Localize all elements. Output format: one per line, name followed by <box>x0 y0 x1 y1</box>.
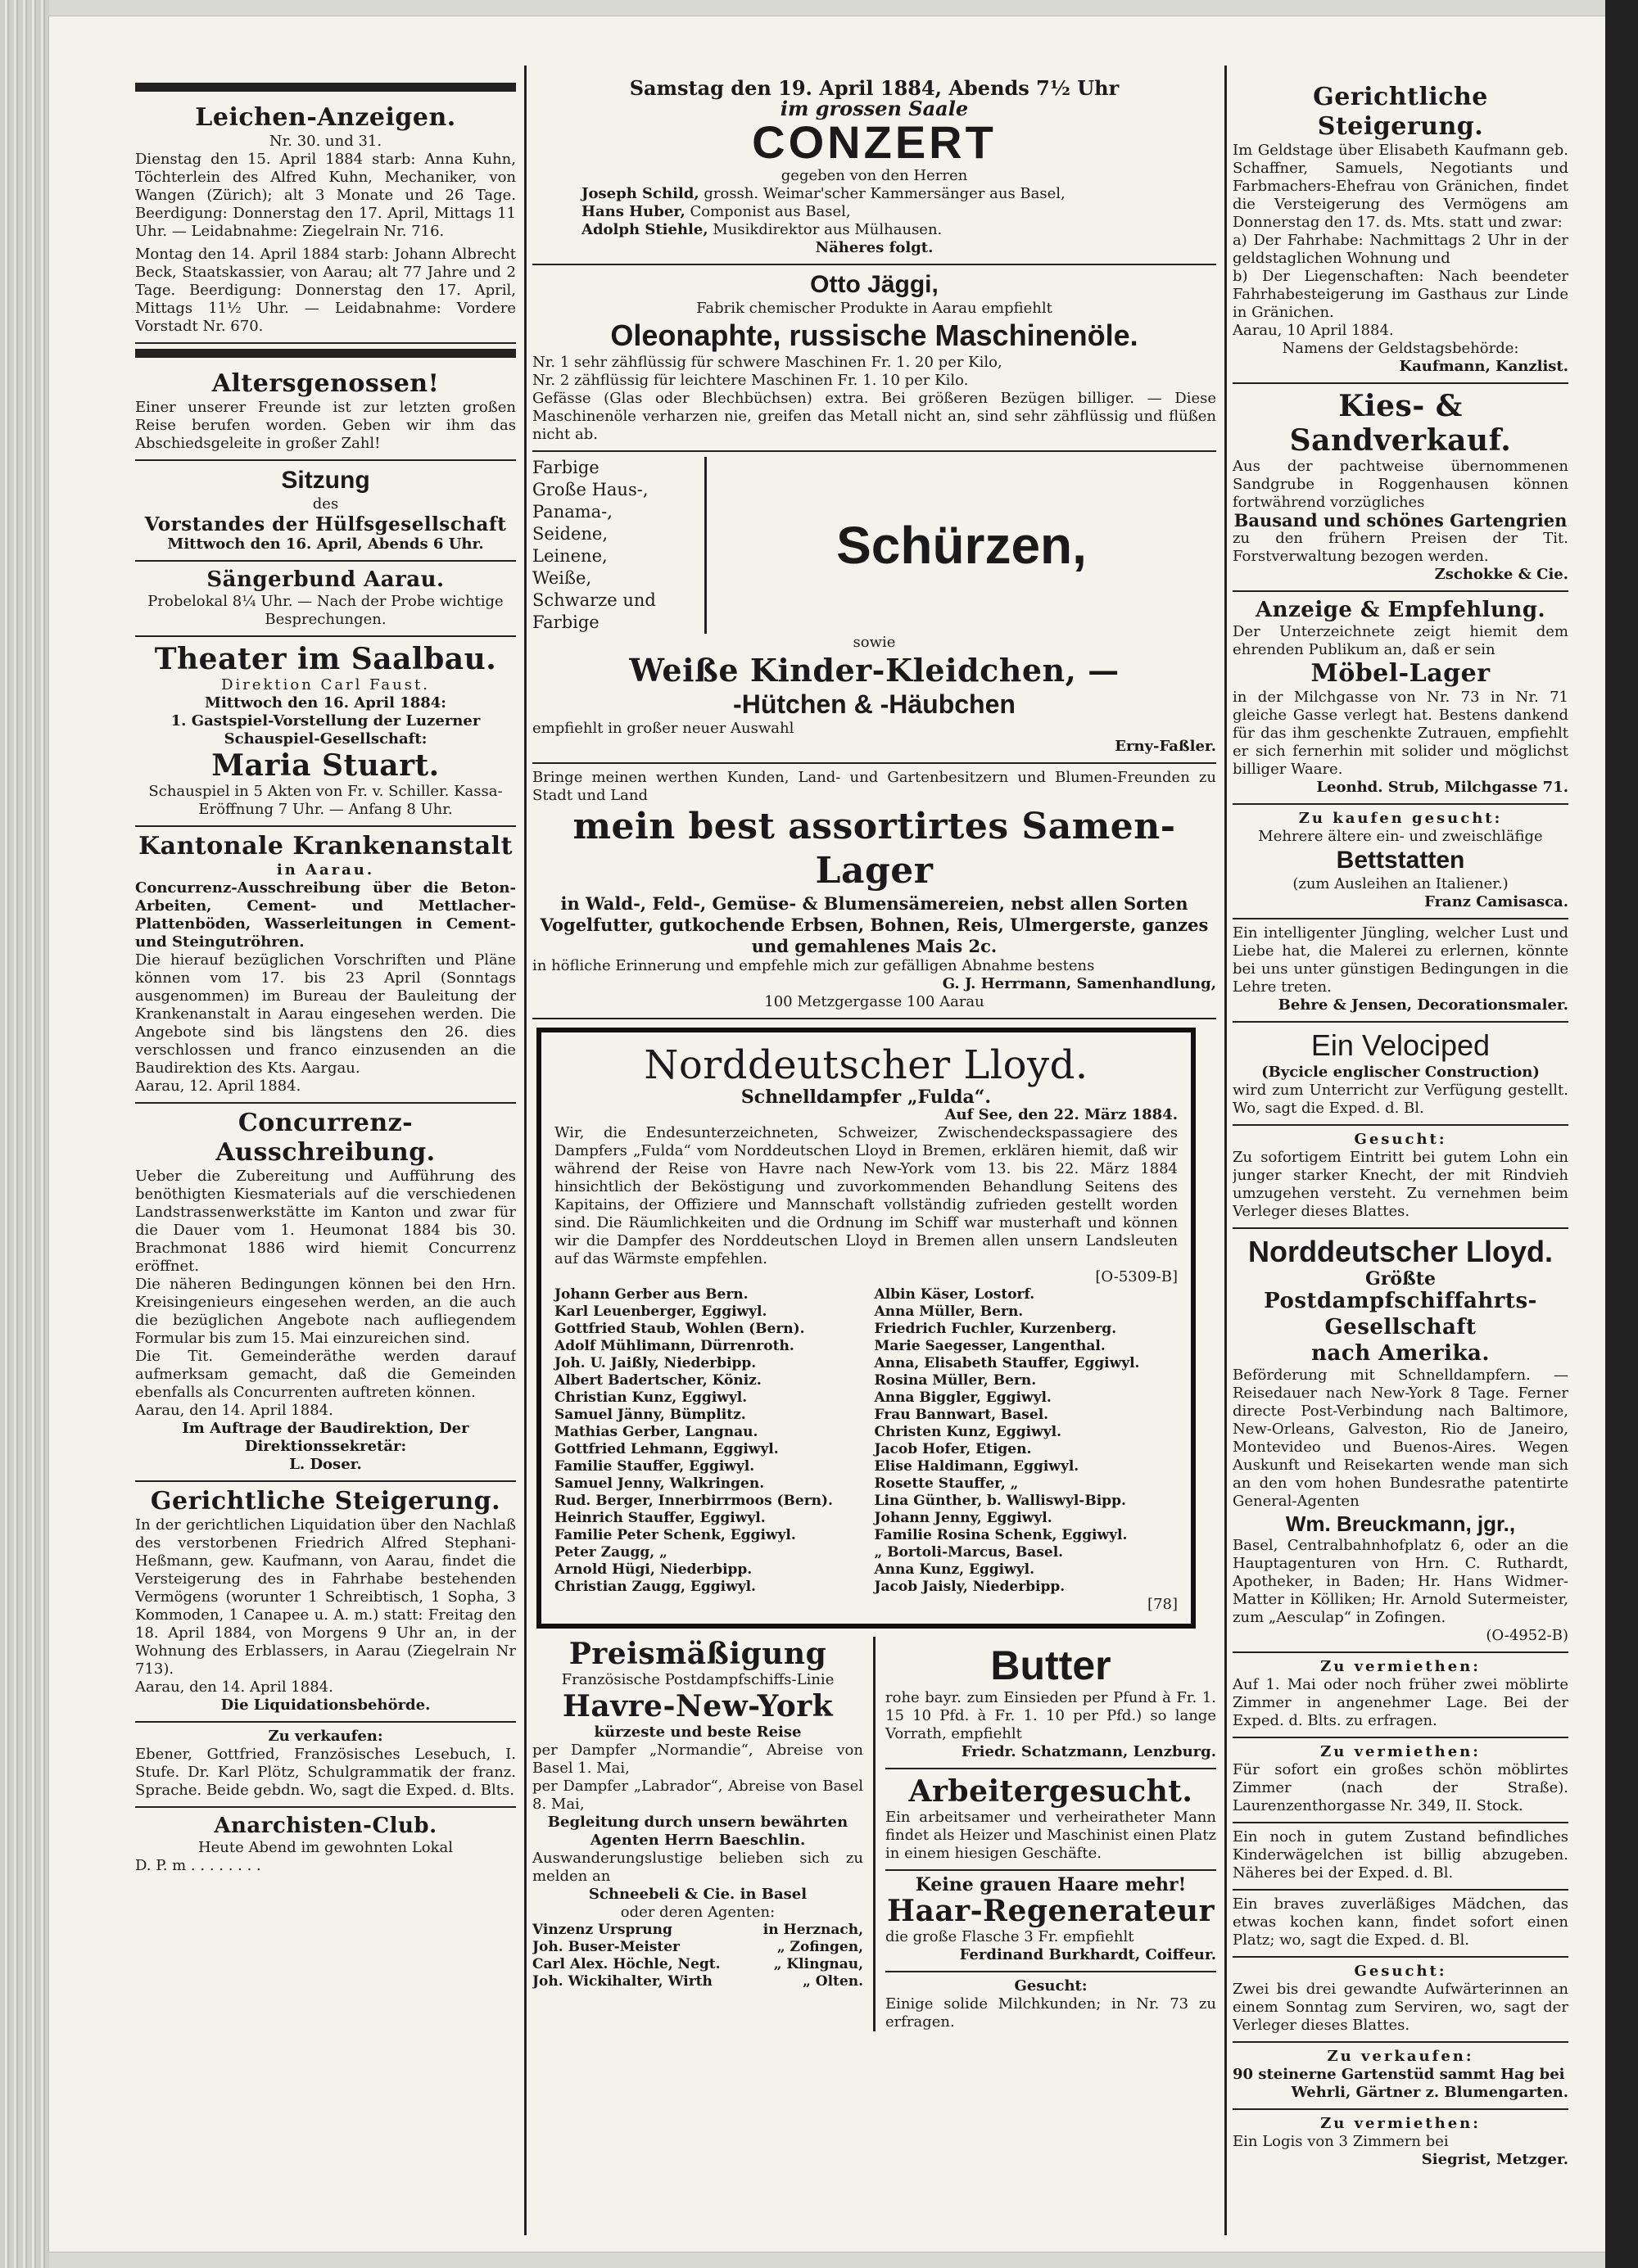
ad-kies <box>1233 384 1568 592</box>
ad-text: Dienstag den 15. April 1884 starb: Anna Kuhn, Töchterlein des Alfred Kuhn, Mechaniker, von Wangen (Zürich); alt 3 Monate und 26 Tage. Beerdigung: Donnerstag den 17. April, Mittags 11 Uhr. — Leidabnahme: Ziegelrain Nr. 716. <box>135 151 516 240</box>
signatory-name: Elise Haldimann, Eggiwyl. <box>874 1458 1079 1475</box>
signatory-name: Rosina Müller, Bern. <box>874 1372 1037 1389</box>
ad-title: Arbeitergesucht. <box>908 1774 1193 1809</box>
ad-text: Fabrik chemischer Produkte in Aarau empfiehlt <box>696 300 1052 317</box>
ad-text: Ebener, Gottfried, Französisches Lesebuch, I. Stufe. Dr. Karl Plötz, Schulgrammatik der franz. Sprache. Beide gebdn. Wo, sagt die Exped. d. Blts. <box>135 1746 516 1799</box>
ad-title: Gerichtliche Steigerung. <box>1313 83 1488 141</box>
column-left <box>135 78 516 1882</box>
ad-text: Auf See, den 22. März 1884. <box>944 1106 1178 1123</box>
ad-title: Theater im Saalbau. <box>154 642 497 676</box>
ad-juengling <box>1233 919 1568 1023</box>
ad-title: Concurrenz-Ausschreibung. <box>215 1109 436 1167</box>
ad-title: Kantonale Krankenanstalt <box>138 832 513 861</box>
product-name: Haar-Regenerateur <box>886 1894 1215 1928</box>
rule <box>135 83 516 92</box>
agent-name: Joh. Wickihalter, Wirth <box>532 1973 713 1990</box>
signatory-name: Anna, Elisabeth Stauffer, Eggiwyl. <box>874 1355 1140 1371</box>
ad-signature: Erny-Faßler. <box>1115 738 1216 755</box>
signatory-name: Karl Leuenberger, Eggiwyl. <box>554 1303 767 1320</box>
ad-text: Direktion Carl Faust. <box>221 676 430 694</box>
agent-place: „ Olten. <box>803 1973 863 1990</box>
signatory-name: Heinrich Stauffer, Eggiwyl. <box>554 1510 766 1526</box>
ad-steigerung-kaufmann <box>1233 78 1568 384</box>
ad-text: 100 Metzgergasse 100 Aarau <box>764 993 984 1010</box>
ad-text: Ein arbeitsamer und verheiratheter Mann findet als Heizer und Maschinist einen Platz in einem hiesigen Geschäfte. <box>885 1809 1216 1862</box>
apron-type: Schwarze und <box>532 590 656 610</box>
signatory-name: Jacob Jaisly, Niederbipp. <box>874 1579 1066 1595</box>
ad-title: Bettstatten <box>1336 847 1465 874</box>
ad-text: Auswanderungslustige belieben sich zu melden an <box>532 1850 863 1885</box>
ad-vermiethen-1 <box>1233 1653 1568 1738</box>
ad-title: Gerichtliche Steigerung. <box>150 1487 501 1516</box>
signatory-name: Christian Kunz, Eggiwyl. <box>554 1389 748 1406</box>
ad-text: a) Der Fahrhabe: Nachmittags 2 Uhr in der geldstaglichen Wohnung und <box>1233 232 1568 267</box>
signatory-name: Joh. U. Jaißly, Niederbipp. <box>554 1355 757 1371</box>
ad-signature: D. P. m . . . . . . . . <box>135 1857 261 1874</box>
ad-logis <box>1233 2110 1568 2169</box>
ad-sitzung <box>135 461 516 562</box>
ad-title: Sitzung <box>281 467 370 494</box>
ad-moebel <box>1233 592 1568 805</box>
signatory-name: Samuel Jänny, Bümplitz. <box>554 1407 746 1423</box>
ad-text: Vorstandes der Hülfsgesellschaft <box>144 513 507 535</box>
ad-gerichtliche-steigerung <box>135 1482 516 1723</box>
column-right <box>1233 78 1568 2169</box>
signatory-name: Christen Kunz, Eggiwyl. <box>874 1424 1062 1440</box>
signatory-name: Familie Rosina Schenk, Eggiwyl. <box>874 1527 1128 1543</box>
rule <box>135 349 516 358</box>
signatory-name: Friedrich Fuchler, Kurzenberg. <box>874 1321 1117 1337</box>
ad-knecht <box>1233 1126 1568 1229</box>
ad-title: mein best assortirtes Samen-Lager <box>572 806 1176 892</box>
ad-gartenstueck <box>1233 2043 1568 2110</box>
ad-title: Kies- & Sandverkauf. <box>1289 389 1512 458</box>
ad-velociped <box>1233 1023 1568 1126</box>
ad-text: Mittwoch den 16. April, Abends 6 Uhr. <box>167 535 484 553</box>
ad-text: Ein intelligenter Jüngling, welcher Lust und Liebe hat, die Malerei zu erlernen, könnte bei uns unter günstigen Bedingungen in die Lehre treten. <box>1233 924 1568 996</box>
ad-text: Im Auftrage der Baudirektion, Der Direktionssekretär: <box>182 1420 469 1455</box>
ad-signature: Die Liquidationsbehörde. <box>220 1696 431 1714</box>
agent-row <box>532 1956 863 1973</box>
ad-text: Zu sofortigem Eintritt bei gutem Lohn ein junger starker Knecht, der mit Rindvieh umzugehen versteht. Zu vernehmen beim Verleger dieses Blattes. <box>1233 1149 1568 1220</box>
ad-title: Möbel-Lager <box>1310 659 1491 688</box>
signatory-name: Arnold Hügi, Niederbipp. <box>554 1561 753 1578</box>
ad-text: Montag den 14. April 1884 starb: Johann Albrecht Beck, Staatskassier, von Aarau; alt 77 Jahre und 2 Tage. Beerdigung: Donnerstag den 17. April, Mittags 11½ Uhr. — Leidabnahme: Vordere Vorstadt Nr. 670. <box>135 246 516 335</box>
ad-aufwaerterinnen <box>1233 1958 1568 2043</box>
apron-type: Panama-, <box>532 502 613 522</box>
ad-text: die große Flasche 3 Fr. empfiehlt <box>885 1928 1134 1945</box>
performer-name: Joseph Schild, <box>581 185 699 202</box>
ad-text: Heute Abend im gewohnten Lokal <box>197 1839 454 1856</box>
signatory-name: Christian Zaugg, Eggiwyl. <box>554 1579 756 1595</box>
ad-title: Altersgenossen! <box>211 369 440 398</box>
signatory-name: Adolf Mühlimann, Dürrenroth. <box>554 1338 794 1354</box>
ad-text: Namens der Geldstagsbehörde: <box>1282 340 1519 357</box>
ad-text: Schnelldampfer „Fulda“. <box>740 1087 992 1108</box>
ad-signature: Siegrist, Metzger. <box>1421 2151 1568 2168</box>
concert-venue: im grossen Saale <box>780 97 969 120</box>
product-name: Oleonaphte, russische Maschinenöle. <box>610 319 1138 352</box>
ad-code: [78] <box>1147 1596 1178 1613</box>
ad-text: b) Der Liegenschaften: Nach beendeter Fahrhabesteigerung im Gasthaus zur Linde in Gränichen. <box>1233 268 1568 321</box>
apron-type: Leinene, <box>532 546 608 566</box>
signatory-name: Albin Käser, Lostorf. <box>874 1286 1035 1303</box>
ad-code: [O-5309-B] <box>1095 1268 1178 1285</box>
column-center <box>532 72 1216 2031</box>
ad-title: Zu vermiethen: <box>1320 1743 1481 1760</box>
ad-text: Gefässe (Glas oder Blechbüchsen) extra. Bei größeren Bezügen billiger. — Diese Maschinenöle verharzen nie, greifen das Metall nicht an, sind sehr zähflüssig und flüßen nicht ab. <box>532 390 1216 443</box>
ad-text: nach Amerika. <box>1311 1341 1490 1366</box>
ad-title: Anzeige & Empfehlung. <box>1255 598 1546 622</box>
ad-signature: Friedr. Schatzmann, Lenzburg. <box>961 1743 1216 1760</box>
performer-role: grossh. Weimar'scher Kammersänger aus Basel, <box>704 185 1066 202</box>
signatory-name: „ Bortoli-Marcus, Basel. <box>874 1544 1064 1561</box>
ad-text: oder deren Agenten: <box>620 1904 776 1921</box>
ad-text: Einer unserer Freunde ist zur letzten großen Reise berufen worden. Geben wir ihm das Abschiedsgeleite in großer Zahl! <box>135 399 516 452</box>
agent-list <box>532 1922 863 1990</box>
performer-role: Componist aus Basel, <box>690 203 851 220</box>
ad-signature: Kaufmann, Kanzlist. <box>1399 358 1568 375</box>
ad-text: Die hierauf bezüglichen Vorschriften und Pläne können vom 17. bis 23 April (Sonntags ausgenommen) im Bureau der Bauleitung der Krankenanstalt in Aarau eingesehen werden. Die Angebote sind bis längstens den 26. dies verschlossen und franco einzusenden an die Baudirektion des Kts. Aargau. <box>135 951 516 1077</box>
ad-text: Beförderung mit Schnelldampfern. — Reisedauer nach New-York 8 Tage. Ferner directe Post-Verbindung nach Baltimore, New-Orleans, Galveston, Rio de Janeiro, Montevideo und Buenos-Aires. Wegen Auskunft und Reisekarten wende man sich an den vom hohen Bundesrathe patentirte General-Agenten <box>1233 1367 1568 1510</box>
ad-bettstatten <box>1233 805 1568 919</box>
ad-title: Gesucht: <box>1354 1963 1447 1980</box>
ad-title: Anarchisten-Club. <box>214 1814 437 1838</box>
ad-title: Norddeutscher Lloyd. <box>644 1042 1088 1088</box>
ad-text: Die Tit. Gemeinderäthe werden darauf aufmerksam gemacht, daß die Gemeinden ebenfalls als Concurrenten auftreten können. <box>135 1348 516 1401</box>
ad-title: Gesucht: <box>1354 1131 1447 1148</box>
agent-name: Wm. Breuckmann, jgr., <box>1285 1511 1516 1536</box>
ad-text: Schneebeli & Cie. in Basel <box>588 1886 808 1903</box>
ad-text: Die näheren Bedingungen können bei den Hrn. Kreisingenieurs eingesehen werden, an die auch die bezüglichen Angebote nach aufliegendem Formular bis zum 15. Mai einzureichen sind. <box>135 1276 516 1347</box>
ad-text: Größte <box>1365 1268 1436 1290</box>
ad-text: in Wald-, Feld-, Gemüse- & Blumensämereien, nebst allen Sorten Vogelfutter, gutkochende Erbsen, Bohnen, Reis, Ulmergerste, ganzes und gemahlenes Mais 2c. <box>540 893 1209 956</box>
ad-text: Probelokal 8¼ Uhr. — Nach der Probe wichtige Besprechungen. <box>147 593 504 628</box>
ad-saengerbund <box>135 562 516 637</box>
ad-text: Einige solide Milchkunden; in Nr. 73 zu erfragen. <box>885 1995 1216 2031</box>
ad-krankenanstalt <box>135 827 516 1104</box>
ad-text: 90 steinerne Gartenstüd sammt Hag bei <box>1233 2066 1565 2083</box>
ad-title: Havre-New-York <box>562 1689 834 1724</box>
ad-title: Maria Stuart. <box>211 748 440 783</box>
signatory-name: Anna Kunz, Eggiwyl. <box>874 1561 1035 1578</box>
ad-concurrenz <box>135 1104 516 1482</box>
performer-name: Hans Huber, <box>581 203 686 220</box>
ad-text: Mittwoch den 16. April 1884: <box>205 694 446 712</box>
ad-text: sowie <box>853 634 896 651</box>
ad-text: Der Unterzeichnete zeigt hiemit dem ehrenden Publikum an, daß er sein <box>1233 623 1568 658</box>
ad-title: Weiße Kinder-Kleidchen, — <box>629 652 1120 689</box>
ad-text: Bausand und schönes Gartengrien <box>1233 510 1568 531</box>
ad-text: Ueber die Zubereitung und Aufführung des benöthigten Kiesmaterials auf die verschiedenen Landstrassenwerkstätte im Kanton und zwar für die Dauer vom 1. Heumonat 1884 bis 30. Brachmonat 1886 wird hiemit Concurrenz eröffnet. <box>135 1168 516 1275</box>
ad-samen <box>532 764 1216 1019</box>
ad-signature: Zschokke & Cie. <box>1434 566 1568 583</box>
apron-types <box>532 457 707 634</box>
ad-title: Butter <box>990 1642 1111 1688</box>
ad-text: empfiehlt in großer neuer Auswahl <box>532 720 794 737</box>
ad-text: Auf 1. Mai oder noch früher zwei möblirte Zimmer in angenehmer Lage. Bei der Exped. d. Blts. zu erfragen. <box>1233 1676 1568 1729</box>
scan-border <box>1605 0 1638 2268</box>
ad-text: (zum Ausleihen an Italiener.) <box>1292 875 1509 892</box>
ad-title: CONZERT <box>752 116 997 168</box>
ad-anarchisten <box>135 1808 516 1882</box>
ad-text: zu den frühern Preisen der Tit. Forstverwaltung bezogen werden. <box>1233 530 1568 565</box>
performer-name: Adolph Stiehle, <box>581 221 708 238</box>
ad-kinderwaegelchen <box>1233 1823 1568 1891</box>
ad-text: Aarau, 10 April 1884. <box>1233 322 1394 339</box>
ad-lloyd-amerika <box>1233 1229 1568 1653</box>
ad-text: wird zum Unterricht zur Verfügung gestellt. Wo, sagt die Exped. d. Bl. <box>1233 1082 1568 1117</box>
ad-text: in höfliche Erinnerung und empfehle mich zur gefälligen Abnahme bestens <box>532 957 1095 974</box>
ad-signature: L. Doser. <box>289 1456 362 1473</box>
signatory-name: Peter Zaugg, „ <box>554 1544 667 1561</box>
ad-butter <box>885 1637 1216 1769</box>
ad-title: Zu vermiethen: <box>1320 2115 1481 2132</box>
ad-theater <box>135 637 516 827</box>
ad-title: Ein Velociped <box>1310 1028 1491 1062</box>
ad-title: Zu vermiethen: <box>1320 1658 1481 1675</box>
ad-jaeggi <box>532 265 1216 452</box>
ad-text: Begleitung durch unsern bewährten Agenten Herrn Baeschlin. <box>547 1814 848 1849</box>
ad-text: Ein noch in gutem Zustand befindliches Kinderwägelchen ist billig abzugeben. Näheres bei der Exped. d. Bl. <box>1233 1828 1568 1882</box>
ad-text: Mehrere ältere ein- und zweischläfige <box>1258 828 1543 845</box>
ad-text: des <box>312 495 339 513</box>
agent-name: Vinzenz Ursprung <box>532 1922 672 1938</box>
ad-title: -Hütchen & -Häubchen <box>733 689 1016 719</box>
ad-text: Concurrenz-Ausschreibung über die Beton-Arbeiten, Cement- und Mettlacher-Plattenböden, Wasserleitungen in Cement- und Steingutröhren. <box>135 879 516 951</box>
ad-leichen <box>135 98 516 344</box>
ad-title: Norddeutscher Lloyd. <box>1247 1235 1554 1268</box>
signatories-left <box>554 1286 858 1596</box>
ad-text: Schauspiel in 5 Akten von Fr. v. Schiller. Kassa-Eröffnung 7 Uhr. — Anfang 8 Uhr. <box>148 783 503 818</box>
apron-type: Seidene, <box>532 524 609 544</box>
ad-signature: Franz Camisasca. <box>1424 893 1568 910</box>
ad-preismaessigung <box>532 1637 876 2031</box>
signatory-name: Frau Bannwart, Basel. <box>874 1407 1049 1423</box>
ad-text: Aarau, 12. April 1884. <box>135 1078 301 1095</box>
signatory-name: Lina Günther, b. Walliswyl-Bipp. <box>874 1493 1126 1509</box>
signatory-name: Samuel Jenny, Walkringen. <box>554 1475 765 1492</box>
agent-place: in Herznach, <box>762 1922 863 1938</box>
ad-vermiethen-2 <box>1233 1738 1568 1823</box>
apron-type: Farbige <box>532 612 600 632</box>
ad-maedchen <box>1233 1891 1568 1958</box>
signatory-name: Albert Badertscher, Köniz. <box>554 1372 762 1389</box>
ad-title: Zu verkaufen: <box>1327 2048 1474 2065</box>
ad-schuerzen <box>532 452 1216 764</box>
signatory-name: Marie Saegesser, Langenthal. <box>874 1338 1106 1354</box>
ad-title: Preismäßigung <box>568 1637 827 1671</box>
ad-zu-verkaufen <box>135 1723 516 1808</box>
agent-name: Joh. Buser-Meister <box>532 1939 680 1955</box>
agent-row <box>532 1922 863 1939</box>
ad-signature: Leonhd. Strub, Milchgasse 71. <box>1316 779 1568 796</box>
ad-text: Basel, Centralbahnhofplatz 6, oder an die Hauptagenturen von Hrn. C. Ruthardt, Apotheker, in Baden; Hr. Hans Widmer-Matter in Kölliken; Hr. Arnold Sutermeister, zum „Aesculap“ in Zofingen. <box>1233 1537 1568 1626</box>
ad-text: Aarau, den 14. April 1884. <box>135 1678 333 1696</box>
ad-text: in Aarau. <box>276 861 375 879</box>
ad-title: Leichen-Anzeigen. <box>195 103 456 132</box>
signatory-name: Rud. Berger, Innerbirrmoos (Bern). <box>554 1493 833 1509</box>
ad-haare <box>885 1871 1216 1972</box>
column-rule <box>524 66 527 2235</box>
ad-text: Im Geldstage über Elisabeth Kaufmann geb. Schaffner, Samuels, Negotiants und Farbmachers-Ehefrau von Gränichen, findet die Versteigerung des Vermögens am Donnerstag den 17. ds. Mts. statt und zwar: <box>1233 142 1568 231</box>
ad-text: per Dampfer „Labrador“, Abreise von Basel 8. Mai, <box>532 1778 863 1813</box>
ad-milchkunden <box>885 1972 1216 2031</box>
ad-text: Nr. 2 zähflüssig für leichtere Maschinen Fr. 1. 10 per Kilo. <box>532 372 969 389</box>
agent-row <box>532 1973 863 1990</box>
agent-place: „ Zofingen, <box>776 1939 863 1955</box>
ad-text: Postdampfschiffahrts-Gesellschaft <box>1264 1289 1537 1340</box>
ad-text: Nr. 1 sehr zähflüssig für schwere Maschinen Fr. 1. 20 per Kilo, <box>532 354 1002 371</box>
ad-title: Keine grauen Haare mehr! <box>915 1874 1187 1895</box>
ad-text: Wir, die Endesunterzeichneten, Schweizer, Zwischendeckspassagiere des Dampfers „Fulda“ vom Norddeutschen Lloyd in Bremen, erklären hiemit, daß wir während der Reise von Havre nach New-York vom 13. bis 22. März 1884 hinsichtlich der Beköstigung und zuvorkommenden Behandlung Seitens des Kapitains, der Offiziere und Mannschaft vollständig zufrieden gestellt worden sind. Die Räumlichkeiten und die Ordnung im Schiff war musterhaft und können wir die Dampfer des Norddeutschen Lloyd in Bremen allen unsern Landsleuten auf das Wärmste empfehlen. <box>554 1124 1178 1267</box>
apron-type: Weiße, <box>532 568 592 588</box>
ad-text: Zwei bis drei gewandte Aufwärterinnen an einem Sonntag zum Serviren, wo, sagt der Verleger dieses Blattes. <box>1233 1981 1568 2034</box>
signatories-right <box>875 1286 1179 1596</box>
ad-title: Zu verkaufen: <box>268 1728 383 1745</box>
ad-arbeitergesucht <box>885 1769 1216 1871</box>
agent-name: Carl Alex. Höchle, Negt. <box>532 1956 721 1972</box>
ad-text: Ein Logis von 3 Zimmern bei <box>1233 2133 1449 2150</box>
ad-title: Otto Jäggi, <box>810 271 939 298</box>
ad-text: Bringe meinen werthen Kunden, Land- und Gartenbesitzern und Blumen-Freunden zu Stadt und Land <box>532 769 1216 804</box>
ad-text: per Dampfer „Normandie“, Abreise von Basel 1. Mai, <box>532 1742 863 1777</box>
ad-text: Aarau, den 14. April 1884. <box>135 1402 333 1419</box>
agent-row <box>532 1939 863 1956</box>
signatory-name: Gottfried Lehmann, Eggiwyl. <box>554 1441 779 1457</box>
ad-signature: Ferdinand Burkhardt, Coiffeur. <box>959 1946 1216 1963</box>
ad-title: Sängerbund Aarau. <box>206 567 445 592</box>
agent-place: „ Klingnau, <box>773 1956 863 1972</box>
ad-text: 1. Gastspiel-Vorstellung der Luzerner Schauspiel-Gesellschaft: <box>170 712 481 748</box>
signatory-name: Jacob Hofer, Etigen. <box>874 1441 1032 1457</box>
ad-code: (O-4952-B) <box>1486 1627 1568 1644</box>
ad-text: in der Milchgasse von Nr. 73 in Nr. 71 gleiche Gasse verlegt hat. Bestens dankend für das ihm geschenkte Zutrauen, empfiehlt er sich fernerhin mit solider und möglichst billiger Waare. <box>1233 689 1568 778</box>
apron-type: Große Haus-, <box>532 480 649 499</box>
concert-date: Samstag den 19. April 1884, Abends 7½ Uhr <box>629 76 1120 100</box>
apron-type: Farbige <box>532 458 600 477</box>
book-binding-edge <box>0 0 49 2268</box>
ad-title: Gesucht: <box>1014 1977 1088 1995</box>
ad-text: Französische Postdampfschiffs-Linie <box>561 1671 835 1688</box>
signatory-name: Anna Biggler, Eggiwyl. <box>874 1389 1052 1406</box>
ad-text: Ein braves zuverläßiges Mädchen, das etwas kochen kann, findet sofort einen Platz; wo, sagt die Exped. d. Bl. <box>1233 1895 1568 1949</box>
signatory-name: Rosette Stauffer, „ <box>874 1475 1019 1492</box>
ad-text: kürzeste und beste Reise <box>594 1724 802 1741</box>
signatory-name: Johann Gerber aus Bern. <box>554 1286 749 1303</box>
ad-text: rohe bayr. zum Einsieden per Pfund à Fr. 1. 15 10 Pfd. à Fr. 1. 10 per Pfd.) so lange Vorrath, empfiehlt <box>885 1689 1216 1742</box>
ad-signature: G. J. Herrmann, Samenhandlung, <box>942 975 1216 992</box>
ad-text: Aus der pachtweise übernommenen Sandgrube in Roggenhausen können fortwährend vorzügliches <box>1233 458 1568 511</box>
ad-title: Schürzen, <box>836 516 1087 575</box>
ad-text: gegeben von den Herren <box>781 167 968 184</box>
ad-sub: Nr. 30. und 31. <box>269 133 382 150</box>
column-rule <box>1224 66 1227 2235</box>
ad-text: In der gerichtlichen Liquidation über den Nachlaß des verstorbenen Friedrich Alfred Stephani-Heßmann, gew. Kaufmann, von Aarau, findet die Versteigerung des in Fahrhabe bestehenden Vermögens (worunter 1 Schreibtisch, 1 Sopha, 3 Kommoden, 1 Canapee u. A. m.) statt: Freitag den 18. April 1884, von Morgens 9 Uhr an, in der Wohnung des Erblassers, in Aarau (Ziegelrain Nr 713). <box>135 1516 516 1678</box>
ad-text: (Bycicle englischer Construction) <box>1261 1064 1540 1081</box>
signatory-name: Familie Stauffer, Eggiwyl. <box>554 1458 755 1475</box>
signatory-name: Anna Müller, Bern. <box>874 1303 1024 1320</box>
ad-signature: Behre & Jensen, Decorationsmaler. <box>1278 996 1568 1014</box>
signatory-name: Familie Peter Schenk, Eggiwyl. <box>554 1527 796 1543</box>
ad-conzert <box>532 72 1216 265</box>
ad-alters <box>135 364 516 461</box>
performer-role: Musikdirektor aus Mülhausen. <box>713 221 943 238</box>
ad-title: Zu kaufen gesucht: <box>1298 810 1503 827</box>
ad-text: Näheres folgt. <box>815 239 934 256</box>
signatory-name: Johann Jenny, Eggiwyl. <box>874 1510 1052 1526</box>
ad-text: Für sofort ein großes schön möblirtes Zimmer (nach der Straße). Laurenzenthorgasse Nr. 349, II. Stock. <box>1233 1761 1568 1814</box>
ad-lloyd-testimonial <box>536 1028 1196 1629</box>
signatory-name: Mathias Gerber, Langnau. <box>554 1424 758 1440</box>
ad-signature: Wehrli, Gärtner z. Blumengarten. <box>1291 2084 1568 2101</box>
signatory-name: Gottfried Staub, Wohlen (Bern). <box>554 1321 805 1337</box>
